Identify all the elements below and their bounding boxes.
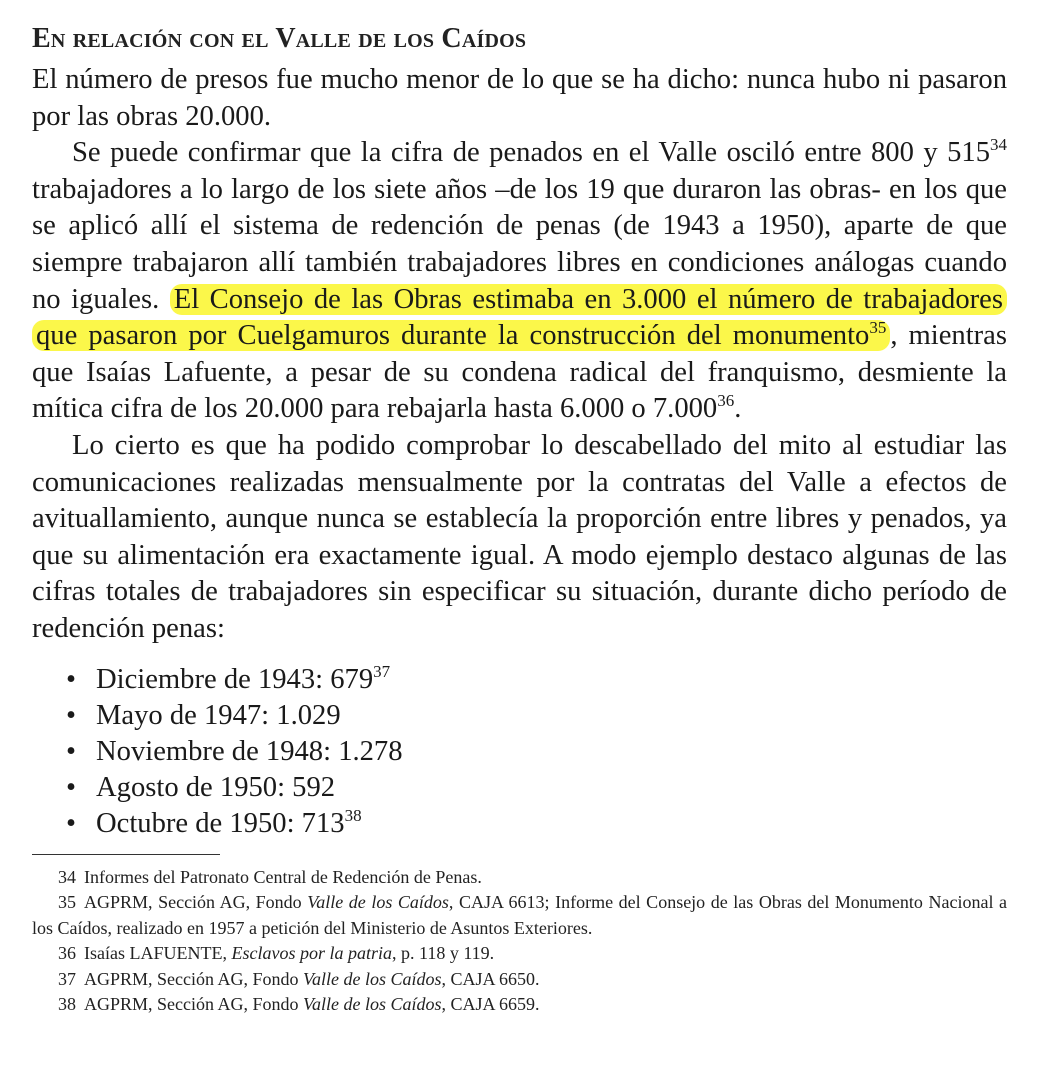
footnote-ref-34[interactable]: 34	[990, 135, 1007, 155]
footnote-divider	[32, 854, 220, 855]
footnote-text-italic: Valle de los Caídos	[307, 892, 449, 913]
list-item-text: Noviembre de 1948: 1.278	[96, 735, 403, 767]
footnote-text-pre: AGPRM, Sección AG, Fondo	[84, 994, 304, 1015]
paragraph-figures	[32, 135, 1007, 428]
list-item	[62, 734, 1007, 770]
bullet-icon: •	[66, 699, 77, 731]
footnote-number: 35	[58, 892, 76, 913]
bullet-icon: •	[66, 772, 77, 804]
footnote-text-post: , CAJA 6613; Informe del Consejo de las Obras del Monumento Nacional a los Caídos, realizado en 1957 a petición del Ministerio de Asuntos Exteriores.	[32, 892, 1007, 938]
footnote-ref-37[interactable]: 37	[373, 661, 391, 681]
footnote-ref-38[interactable]: 38	[344, 806, 362, 826]
footnote-text-post: , p. 118 y 119.	[391, 943, 495, 964]
paragraph-figures-part-d: .	[734, 393, 742, 425]
section-heading: En relación con el Valle de los Caídos	[32, 23, 527, 54]
bullet-icon: •	[66, 735, 77, 767]
footnote-35	[32, 890, 1007, 941]
highlighted-passage	[32, 284, 1007, 352]
footnote-text-italic: Valle de los Caídos	[303, 968, 442, 989]
footnote-36	[32, 941, 1007, 967]
footnote-number: 36	[58, 943, 76, 964]
paragraph-intro: El número de presos fue mucho menor de lo que se ha dicho: nunca hubo ni pasaron por las obras 20.000.	[32, 64, 1007, 132]
list-item	[62, 770, 1007, 806]
footnote-text-italic: Valle de los Caídos	[303, 994, 442, 1015]
footnote-text-pre: AGPRM, Sección AG, Fondo	[84, 892, 308, 913]
footnote-number: 37	[58, 968, 76, 989]
list-item-text: Mayo de 1947: 1.029	[96, 699, 341, 731]
footnotes	[32, 865, 1007, 1018]
footnote-text-pre: Isaías LAFUENTE,	[84, 943, 232, 964]
footnote-text-post: , CAJA 6650.	[441, 968, 540, 989]
paragraph-figures-part-c: , mientras que Isaías Lafuente, a pesar de su condena radical del franquismo, desmiente la mítica cifra de los 20.000 para rebajarla hasta 6.000 o 7.000	[32, 320, 1007, 425]
list-item-text: Agosto de 1950: 592	[96, 772, 336, 804]
footnote-ref-36[interactable]: 36	[717, 391, 735, 411]
footnote-text-italic: Esclavos por la patria	[231, 943, 392, 964]
footnote-37	[32, 967, 1007, 993]
paragraph-figures-part-a: Se puede confirmar que la cifra de penados en el Valle osciló entre 800 y 515	[72, 137, 990, 169]
highlighted-text: El Consejo de las Obras estimaba en 3.000 el número de trabajadores que pasaron por Cuelgamuros durante la construcción del monumento	[36, 283, 1003, 352]
bullet-icon: •	[66, 808, 77, 840]
list-item	[62, 806, 1007, 842]
bullet-icon: •	[66, 663, 77, 695]
footnote-38	[32, 992, 1007, 1018]
list-item-text: Octubre de 1950: 713	[96, 808, 345, 840]
footnote-ref-35[interactable]: 35	[869, 318, 887, 338]
list-item	[62, 662, 1007, 698]
list-item-text: Diciembre de 1943: 679	[96, 663, 374, 695]
footnote-text-post: , CAJA 6659.	[441, 994, 540, 1015]
list-item	[62, 698, 1007, 734]
paragraph-figures-part-b: trabajadores a lo largo de los siete años –de los 19 que duraron las obras- en los que se aplicó allí el sistema de redención de penas (de 1943 a 1950), aparte de que siempre trabajaron allí también trabajadores libres en condiciones análogas cuando no iguales.	[32, 173, 1007, 315]
footnote-text-pre: AGPRM, Sección AG, Fondo	[84, 968, 304, 989]
footnote-number: 34	[58, 866, 76, 887]
footnote-number: 38	[58, 994, 76, 1015]
paragraph-evidence: Lo cierto es que ha podido comprobar lo descabellado del mito al estudiar las comunicaciones realizadas mensualmente por la contratas del Valle a efectos de avituallamiento, aunque nunca se establecía la proporción entre libres y penados, ya que su alimentación era exactamente igual. A modo ejemplo destaco algunas de las cifras totales de trabajadores sin especificar su situación, durante dicho período de redención penas:	[32, 429, 1007, 644]
footnote-34	[32, 865, 1007, 891]
footnote-text: Informes del Patronato Central de Redención de Penas.	[84, 866, 482, 887]
worker-count-list	[32, 662, 1007, 843]
